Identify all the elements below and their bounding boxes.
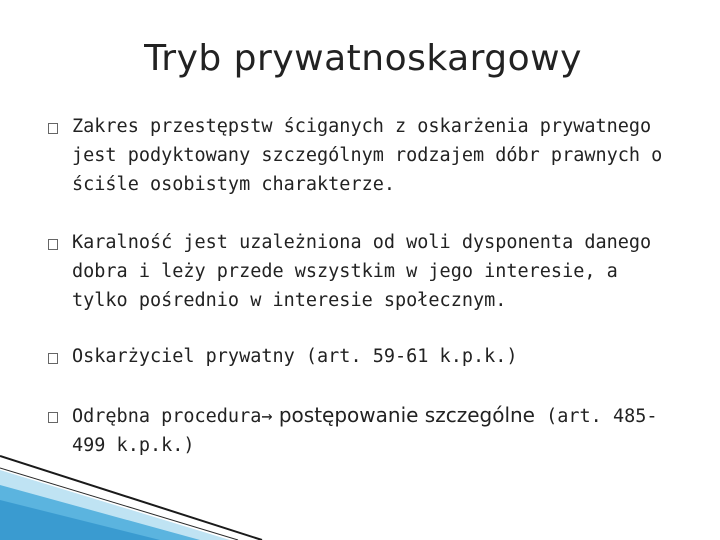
bullet-square-icon (48, 353, 58, 364)
bullet-text-4 (72, 401, 682, 460)
bullet-text-4-before: Odrębna procedura (72, 406, 262, 427)
bullet-text-2: Karalność jest uzależniona od woli dysponenta danego dobra i leży przede wszystkim w jego interesie, a tylko pośrednio w interesie społecznym. (72, 232, 652, 311)
slide-title: Tryb prywatnoskargowy (144, 38, 582, 79)
bullet-square-icon (48, 123, 58, 134)
bullet-square-icon (48, 239, 58, 250)
arrow-icon: → (261, 406, 273, 427)
bullet-text-3: Oskarżyciel prywatny (art. 59-61 k.p.k.) (72, 346, 518, 367)
bullet-text-4-emphasis: postępowanie szczególne (272, 403, 535, 427)
bullet-square-icon (48, 412, 58, 423)
bullet-text-4-after: (art. 485-499 k.p.k.) (72, 406, 658, 456)
bullet-text-1: Zakres przestępstw ściganych z oskarżenia prywatnego jest podyktowany szczególnym rodzajem dóbr prawnych o ściśle osobistym charakterze. (72, 116, 663, 195)
